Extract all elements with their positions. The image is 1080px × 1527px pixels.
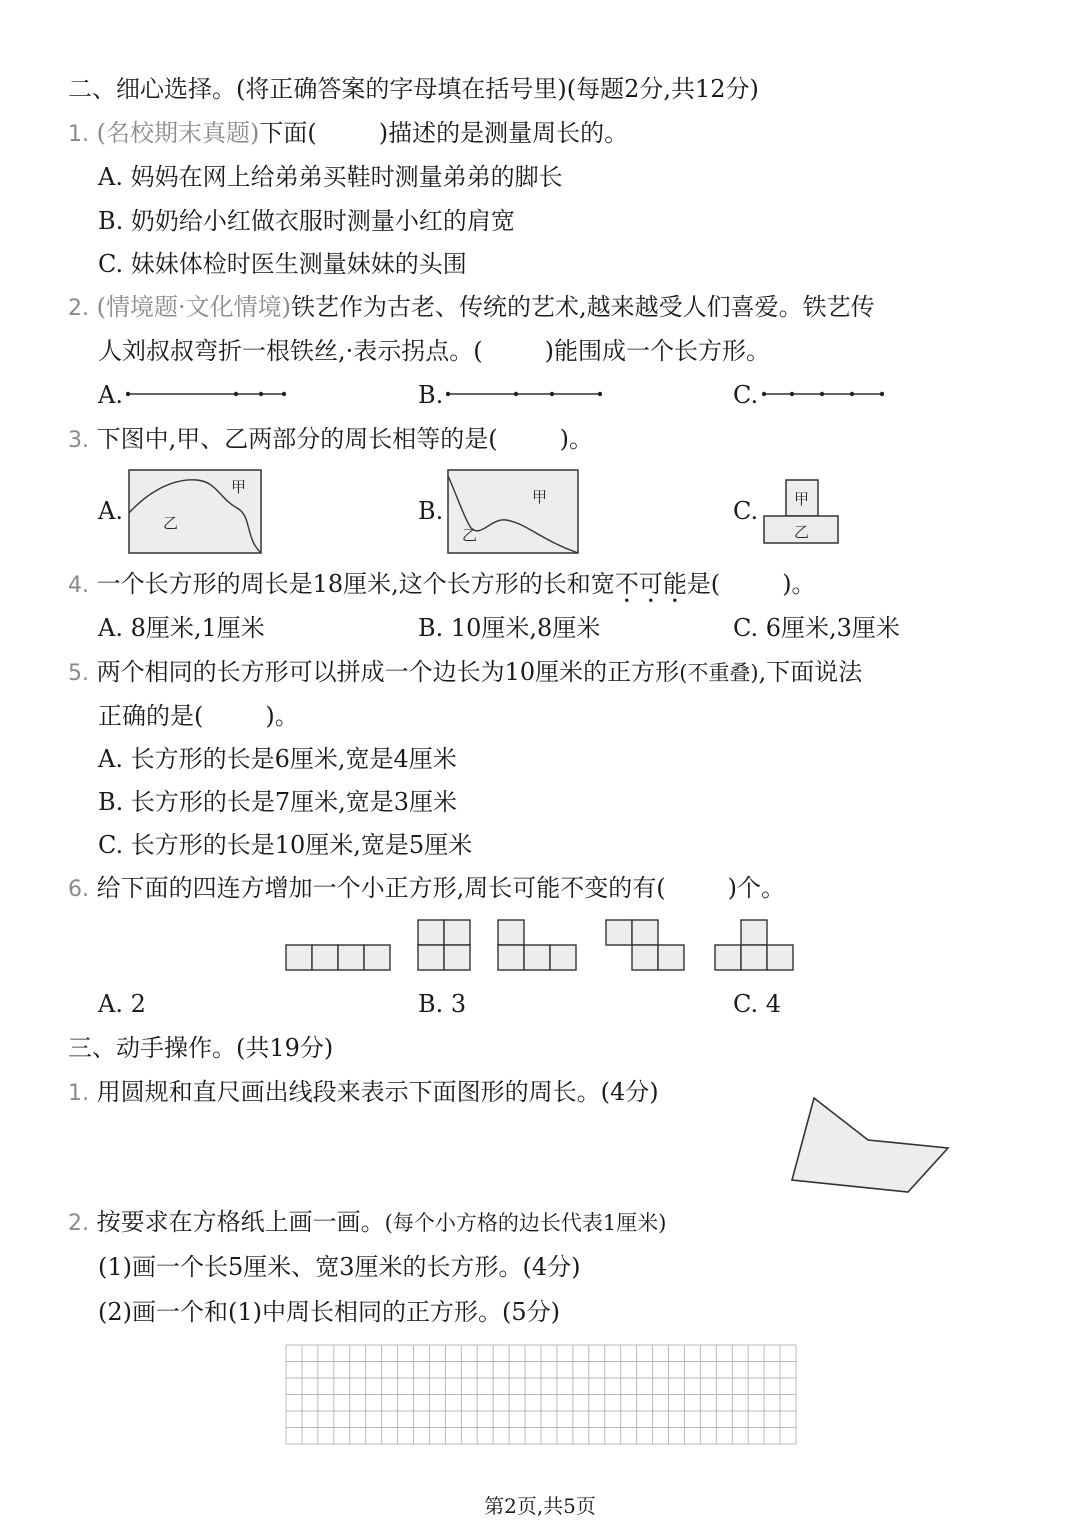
question-stem: )。 — [265, 702, 299, 730]
label-yi: 乙 — [163, 514, 179, 532]
question-stem: ,下面说法 — [758, 658, 863, 686]
question-note: (每个小方格的边长代表1厘米) — [384, 1211, 667, 1235]
grid-paper[interactable] — [284, 1343, 798, 1446]
wire-figure-a — [126, 386, 286, 402]
option-a-label: A. — [98, 497, 123, 525]
question-number: 6. — [68, 877, 89, 902]
option-c: C. 长方形的长是10厘米,宽是5厘米 — [98, 831, 473, 859]
question-stem: 下面( — [259, 119, 317, 147]
question-stem: 人刘叔叔弯折一根铁丝,·表示拐点。( — [98, 337, 483, 365]
option-c: C. 6厘米,3厘米 — [733, 614, 900, 642]
option-a: A. 妈妈在网上给弟弟买鞋时测量弟弟的脚长 — [98, 163, 563, 191]
option-b: B. 10厘米,8厘米 — [418, 614, 601, 642]
question-stem: 用圆规和直尺画出线段来表示下面图形的周长。(4分) — [96, 1078, 659, 1106]
question-stem: )。 — [559, 425, 594, 453]
page-footer: 第2页,共5页 — [484, 1494, 596, 1518]
s3-question-1 — [68, 1077, 659, 1109]
region-figure-b — [446, 468, 580, 556]
emphasis-char: 不 — [614, 570, 639, 598]
tetromino-t — [715, 920, 793, 970]
question-number: 1. — [68, 1081, 89, 1106]
s3-question-2 — [68, 1207, 666, 1239]
option-b-label: B. — [418, 497, 444, 525]
option-c: C. 妹妹体检时医生测量妹妹的头围 — [98, 250, 467, 278]
section3-title: 三、动手操作。(共19分) — [68, 1034, 334, 1062]
label-yi: 乙 — [462, 526, 478, 544]
sub-question-2: (2)画一个和(1)中周长相同的正方形。(5分) — [98, 1298, 560, 1326]
question-tag: (情境题·文化情境) — [96, 293, 291, 321]
wire-figure-c — [762, 386, 884, 402]
question-stem: 是( — [686, 570, 721, 598]
question-stem: )个。 — [727, 874, 786, 902]
question-4 — [68, 569, 816, 601]
tetromino-l — [498, 920, 576, 970]
option-a-label: A. — [98, 381, 123, 409]
question-stem: 给下面的四连方增加一个小正方形,周长可能不变的有( — [96, 874, 666, 902]
label-jia: 甲 — [532, 488, 548, 506]
question-1 — [68, 118, 628, 150]
question-number: 4. — [68, 573, 89, 598]
question-stem: 铁艺作为古老、传统的艺术,越来越受人们喜爱。铁艺传 — [291, 293, 875, 321]
region-figure-a — [127, 468, 263, 556]
pentagon-figure — [788, 1094, 954, 1196]
emphasis-char: 可 — [638, 570, 663, 598]
tetromino-figures — [284, 918, 799, 974]
emphasis-char: 能 — [662, 570, 687, 598]
label-jia: 甲 — [794, 490, 810, 508]
question-stem: 按要求在方格纸上画一画。 — [96, 1208, 385, 1236]
question-stem: )能围成一个长方形。 — [544, 337, 770, 365]
question-5-line2 — [98, 701, 299, 731]
question-stem: )。 — [782, 570, 816, 598]
question-number: 2. — [68, 296, 89, 321]
section2-title: 二、细心选择。(将正确答案的字母填在括号里)(每题2分,共12分) — [68, 75, 759, 103]
sub-question-1: (1)画一个长5厘米、宽3厘米的长方形。(4分) — [98, 1253, 581, 1281]
option-b: B. 奶奶给小红做衣服时测量小红的肩宽 — [98, 207, 515, 235]
wire-figure-b — [446, 386, 602, 402]
label-jia: 甲 — [231, 478, 247, 496]
option-c: C. 4 — [733, 990, 782, 1018]
question-stem: 下图中,甲、乙两部分的周长相等的是( — [96, 425, 498, 453]
question-number: 3. — [68, 428, 89, 453]
question-tag: (名校期末真题) — [96, 119, 260, 147]
option-b: B. 3 — [418, 990, 467, 1018]
question-3 — [68, 424, 593, 456]
question-2-line2 — [98, 336, 770, 366]
question-2 — [68, 292, 875, 324]
question-stem: 两个相同的长方形可以拼成一个边长为10厘米的正方形 — [96, 658, 680, 686]
question-stem: 一个长方形的周长是18厘米,这个长方形的长和宽 — [96, 570, 615, 598]
question-5 — [68, 657, 862, 689]
option-c-label: C. — [733, 381, 759, 409]
option-b-label: B. — [418, 381, 444, 409]
tetromino-z — [606, 920, 684, 970]
tetromino-square — [418, 920, 470, 970]
question-number: 5. — [68, 661, 89, 686]
option-a: A. 长方形的长是6厘米,宽是4厘米 — [98, 745, 457, 773]
region-figure-c — [762, 478, 842, 546]
question-number: 2. — [68, 1211, 89, 1236]
option-b: B. 长方形的长是7厘米,宽是3厘米 — [98, 788, 458, 816]
question-stem: 正确的是( — [98, 702, 204, 730]
option-a: A. 2 — [98, 990, 146, 1018]
option-a: A. 8厘米,1厘米 — [98, 614, 265, 642]
label-yi: 乙 — [794, 523, 810, 541]
option-c-label: C. — [733, 497, 759, 525]
question-6 — [68, 873, 785, 905]
question-number: 1. — [68, 122, 89, 147]
question-note: (不重叠) — [679, 661, 759, 685]
tetromino-straight — [286, 945, 390, 970]
question-stem: )描述的是测量周长的。 — [378, 119, 629, 147]
